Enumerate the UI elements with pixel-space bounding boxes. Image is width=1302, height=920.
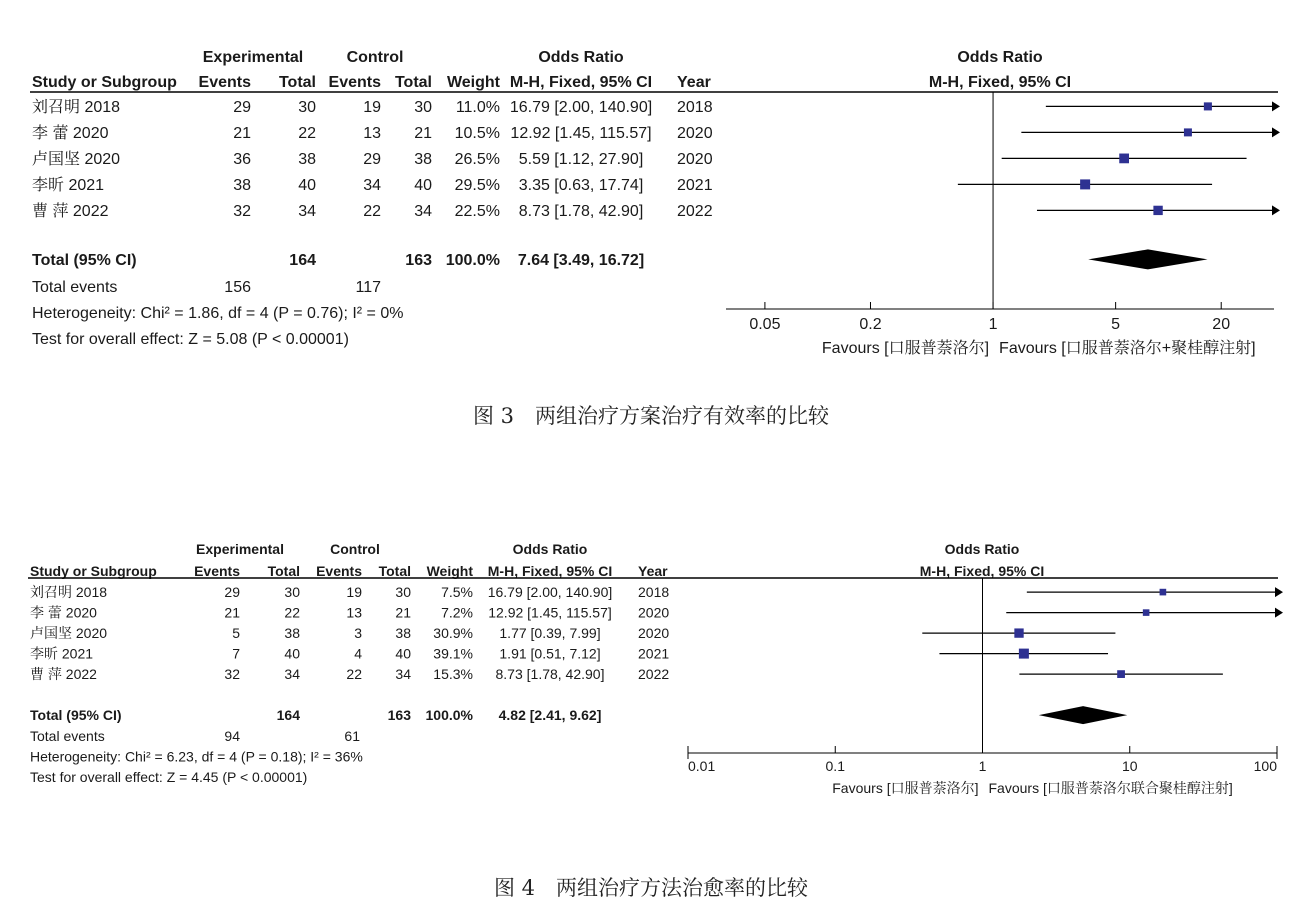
exp-total: 30	[298, 99, 316, 116]
or-marker	[1019, 649, 1029, 659]
header-experimental: Experimental	[196, 541, 284, 557]
header-control: Control	[346, 49, 404, 66]
exp-total: 22	[284, 604, 300, 621]
header-ctrl-total: Total	[378, 563, 411, 579]
weight: 39.1%	[433, 645, 473, 662]
header-year: Year	[638, 563, 668, 579]
or-marker	[1117, 670, 1125, 678]
study-name: 曹 萍 2022	[30, 666, 97, 682]
axis-tick-label: 1	[978, 758, 987, 774]
exp-events: 38	[233, 177, 251, 194]
ctrl-events: 13	[363, 125, 381, 142]
or-ci: 16.79 [2.00, 140.90]	[487, 584, 613, 600]
header-study: Study or Subgroup	[30, 563, 157, 579]
exp-total: 40	[298, 177, 316, 194]
header-exp-events: Events	[194, 563, 240, 579]
total-or-ci: 7.64 [3.49, 16.72]	[517, 252, 645, 269]
total-label: Total (95% CI)	[32, 252, 137, 269]
ctrl-total: 38	[414, 151, 432, 168]
exp-total: 22	[298, 125, 316, 142]
total-ctrl-total: 163	[387, 707, 411, 723]
header-experimental: Experimental	[202, 49, 304, 66]
or-marker	[1014, 628, 1023, 637]
study-name: 刘召明 2018	[32, 99, 121, 116]
axis-tick-label: 0.2	[859, 316, 882, 333]
year: 2022	[677, 203, 713, 220]
header-ctrl-total: Total	[394, 74, 432, 91]
study-name: 刘召明 2018	[30, 584, 108, 600]
ci-arrow-icon	[1272, 205, 1280, 215]
ctrl-events: 19	[363, 99, 381, 116]
year: 2020	[638, 604, 670, 621]
figure-4-caption: 图 4 两组治疗方法治愈率的比较	[493, 876, 809, 900]
year: 2018	[638, 584, 670, 600]
or-marker	[1119, 154, 1129, 164]
or-ci: 8.73 [1.78, 42.90]	[518, 203, 644, 220]
total-ctrl-total: 163	[405, 252, 432, 269]
axis-tick-label: 0.05	[749, 316, 781, 333]
exp-events: 5	[232, 625, 240, 641]
weight: 11.0%	[455, 99, 500, 116]
header-exp-events: Events	[198, 74, 251, 91]
year: 2022	[638, 666, 670, 682]
or-ci: 8.73 [1.78, 42.90]	[495, 666, 605, 682]
ci-arrow-icon	[1275, 608, 1283, 618]
exp-total: 30	[284, 584, 300, 600]
header-weight: Weight	[426, 563, 473, 579]
ctrl-events: 4	[354, 645, 362, 662]
weight: 22.5%	[454, 203, 500, 220]
ctrl-total: 40	[395, 645, 411, 662]
total-or-ci: 4.82 [2.41, 9.62]	[498, 707, 602, 723]
study-name: 李昕 2021	[32, 177, 105, 194]
ctrl-total: 21	[414, 125, 432, 142]
ctrl-events: 3	[354, 625, 362, 641]
axis-tick-label: 1	[988, 316, 998, 333]
study-name: 曹 萍 2022	[32, 203, 109, 220]
forest-plot-figure-4	[0, 460, 1302, 920]
plot-subtitle: M-H, Fixed, 95% CI	[928, 74, 1072, 91]
year: 2020	[677, 125, 713, 142]
or-marker	[1204, 102, 1212, 110]
study-name: 李 蕾 2020	[30, 604, 97, 621]
total-weight: 100.0%	[445, 252, 500, 269]
exp-events: 7	[232, 645, 240, 662]
overall-effect: Test for overall effect: Z = 4.45 (P < 0.00001)	[30, 769, 308, 785]
weight: 10.5%	[454, 125, 500, 142]
ci-arrow-icon	[1272, 101, 1280, 111]
axis-tick-label: 100	[1253, 758, 1277, 774]
header-odds-ratio: Odds Ratio	[512, 541, 588, 557]
or-marker	[1184, 128, 1192, 136]
year: 2021	[677, 177, 713, 194]
plot-title: Odds Ratio	[944, 541, 1020, 557]
exp-events: 21	[224, 604, 240, 621]
header-method: M-H, Fixed, 95% CI	[487, 563, 613, 579]
year: 2021	[638, 645, 670, 662]
header-ctrl-events: Events	[316, 563, 362, 579]
forest-plot-3-svg	[0, 0, 1302, 400]
ci-arrow-icon	[1272, 127, 1280, 137]
ctrl-total: 38	[395, 625, 411, 641]
header-study: Study or Subgroup	[32, 74, 177, 91]
total-events-exp: 156	[224, 279, 251, 296]
or-marker	[1143, 609, 1150, 616]
pooled-diamond	[1088, 249, 1207, 269]
ci-arrow-icon	[1275, 587, 1283, 597]
ctrl-events: 29	[363, 151, 381, 168]
study-name: 李 蕾 2020	[32, 125, 109, 142]
ctrl-total: 40	[414, 177, 432, 194]
heterogeneity: Heterogeneity: Chi² = 1.86, df = 4 (P = 0.76); I² = 0%	[32, 305, 404, 322]
forest-plot-figure-3	[0, 0, 1302, 400]
heterogeneity: Heterogeneity: Chi² = 6.23, df = 4 (P = 0.18); I² = 36%	[30, 748, 363, 765]
or-marker	[1160, 589, 1167, 596]
exp-events: 32	[233, 203, 251, 220]
header-exp-total: Total	[278, 74, 316, 91]
ctrl-events: 19	[346, 584, 362, 600]
study-name: 卢国坚 2020	[32, 151, 121, 168]
total-events-exp: 94	[224, 728, 240, 744]
weight: 29.5%	[454, 177, 500, 194]
overall-effect: Test for overall effect: Z = 5.08 (P < 0.00001)	[32, 331, 349, 348]
total-events-ctrl: 61	[344, 728, 360, 744]
exp-events: 21	[233, 125, 251, 142]
favours-right: Favours [口服普萘洛尔联合聚桂醇注射]	[988, 780, 1233, 796]
total-label: Total (95% CI)	[30, 707, 122, 723]
exp-total: 34	[298, 203, 316, 220]
total-exp-total: 164	[289, 252, 316, 269]
or-ci: 16.79 [2.00, 140.90]	[509, 99, 653, 116]
year: 2020	[677, 151, 713, 168]
axis-tick-label: 0.01	[688, 758, 716, 774]
exp-total: 34	[284, 666, 300, 682]
year: 2018	[677, 99, 713, 116]
exp-total: 38	[298, 151, 316, 168]
axis-tick-label: 10	[1121, 758, 1138, 774]
favours-left: Favours [口服普萘洛尔]	[821, 340, 990, 357]
or-marker	[1153, 206, 1162, 215]
weight: 26.5%	[454, 151, 500, 168]
or-ci: 1.91 [0.51, 7.12]	[499, 645, 601, 662]
total-events-label: Total events	[32, 279, 118, 296]
plot-title: Odds Ratio	[957, 49, 1043, 66]
exp-events: 29	[224, 584, 240, 600]
exp-events: 29	[233, 99, 251, 116]
ctrl-total: 21	[395, 604, 411, 621]
favours-left: Favours [口服普萘洛尔]	[832, 780, 979, 796]
axis-tick-label: 20	[1212, 316, 1231, 333]
header-exp-total: Total	[267, 563, 300, 579]
header-odds-ratio: Odds Ratio	[538, 49, 624, 66]
or-ci: 3.35 [0.63, 17.74]	[518, 177, 644, 194]
figure-3-caption: 图 3 两组治疗方案治疗有效率的比较	[472, 404, 830, 428]
total-exp-total: 164	[276, 707, 300, 723]
exp-total: 40	[284, 645, 300, 662]
ctrl-events: 22	[346, 666, 362, 682]
ctrl-total: 34	[414, 203, 432, 220]
or-ci: 12.92 [1.45, 115.57]	[488, 604, 612, 621]
year: 2020	[638, 625, 670, 641]
exp-events: 32	[224, 666, 240, 682]
study-name: 李昕 2021	[30, 645, 94, 662]
or-ci: 12.92 [1.45, 115.57]	[510, 125, 652, 142]
total-weight: 100.0%	[425, 707, 473, 723]
total-events-label: Total events	[30, 728, 105, 744]
exp-total: 38	[284, 625, 300, 641]
header-weight: Weight	[446, 74, 500, 91]
weight: 15.3%	[433, 666, 473, 682]
exp-events: 36	[233, 151, 251, 168]
study-name: 卢国坚 2020	[30, 625, 108, 641]
forest-plot-4-svg	[0, 460, 1302, 880]
ctrl-total: 30	[395, 584, 411, 600]
header-ctrl-events: Events	[328, 74, 381, 91]
pooled-diamond	[1039, 706, 1128, 724]
axis-tick-label: 5	[1111, 316, 1121, 333]
ctrl-events: 13	[346, 604, 362, 621]
plot-subtitle: M-H, Fixed, 95% CI	[919, 563, 1045, 579]
header-method: M-H, Fixed, 95% CI	[509, 74, 653, 91]
ctrl-events: 34	[363, 177, 381, 194]
ctrl-events: 22	[363, 203, 381, 220]
axis-tick-label: 0.1	[825, 758, 845, 774]
total-events-ctrl: 117	[355, 279, 381, 296]
weight: 7.2%	[441, 604, 473, 621]
ctrl-total: 34	[395, 666, 411, 682]
weight: 7.5%	[441, 584, 473, 600]
favours-right: Favours [口服普萘洛尔+聚桂醇注射]	[999, 340, 1256, 357]
weight: 30.9%	[433, 625, 473, 641]
or-marker	[1080, 179, 1090, 189]
or-ci: 1.77 [0.39, 7.99]	[499, 625, 601, 641]
header-year: Year	[677, 74, 711, 91]
header-control: Control	[330, 541, 380, 557]
or-ci: 5.59 [1.12, 27.90]	[518, 151, 644, 168]
ctrl-total: 30	[414, 99, 432, 116]
